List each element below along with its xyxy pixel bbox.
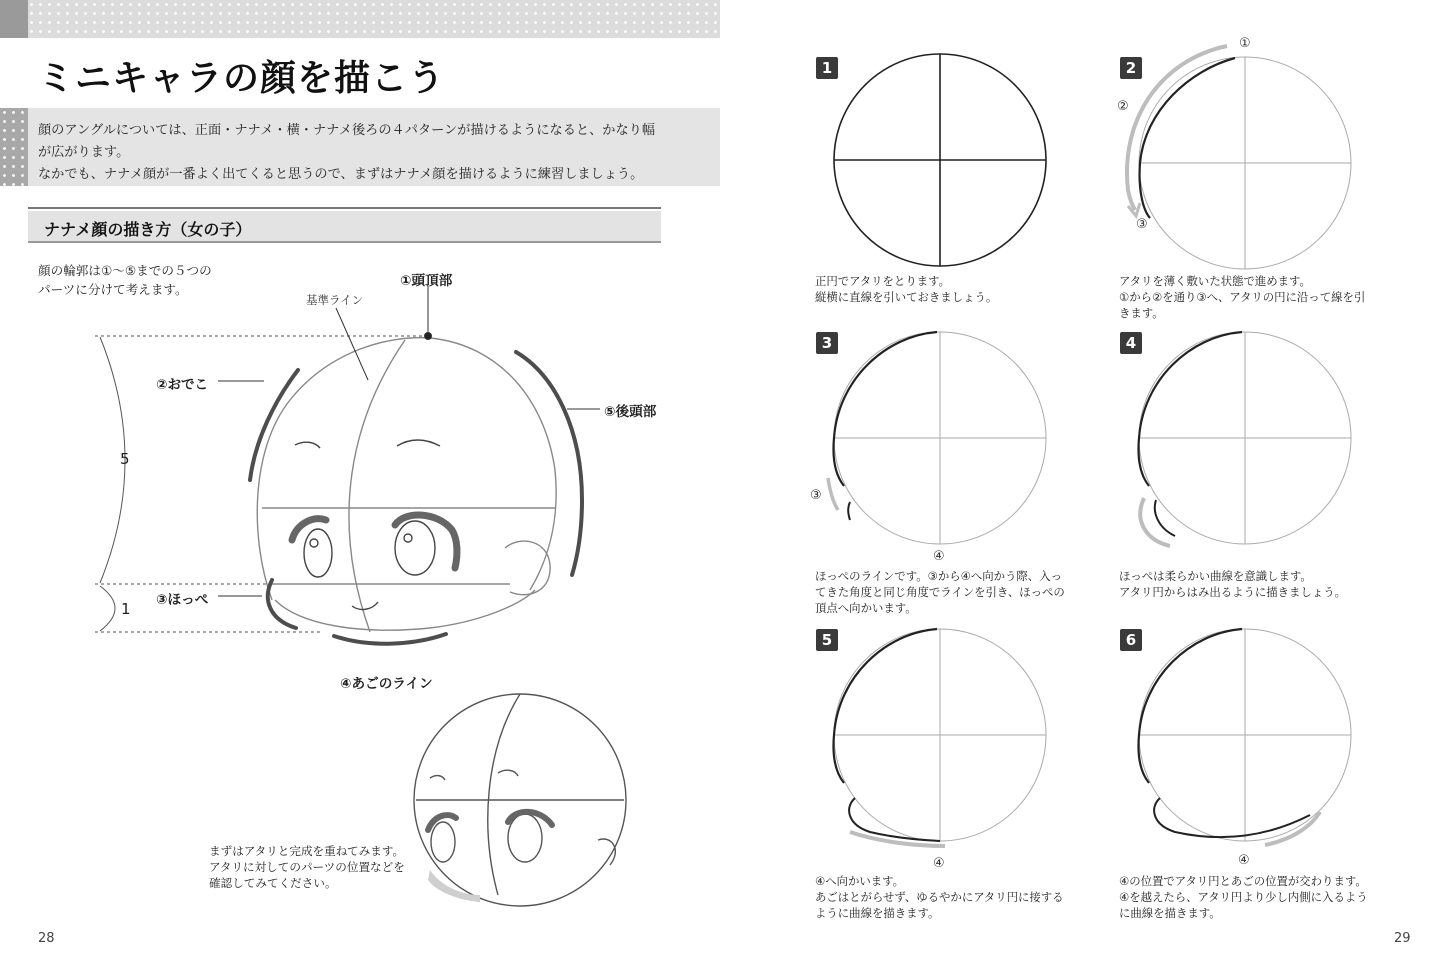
note-line: まずはアタリと完成を重ねてみます。: [209, 844, 405, 858]
steps-illustration: [720, 0, 1445, 978]
caption-line: アタリ円からはみ出るように描きましょう。: [1119, 585, 1347, 599]
step-3-marker-3: ③: [810, 488, 822, 503]
cheek-contour: [268, 580, 296, 628]
step-1-circle: [834, 54, 1046, 266]
step-5-caption: [815, 873, 1064, 921]
step-2-circle: [1139, 57, 1351, 269]
caption-line: 頂点へ向かいます。: [815, 601, 917, 615]
right-eye: [395, 521, 435, 575]
label-guide: 基準ライン: [306, 293, 364, 307]
step-2-stroke: [1140, 58, 1235, 218]
caption-line: に曲線を描きます。: [1119, 906, 1221, 920]
caption-line: てきた角度と同じ角度でラインを引き、ほっぺの: [815, 585, 1065, 599]
caption-line: きます。: [1119, 306, 1164, 320]
intro-line: なかでも、ナナメ顔が一番よく出てくると思うので、まずはナナメ顔を描けるように練習しましょう。: [38, 167, 644, 182]
right-brow: [397, 440, 440, 446]
step-2-marker-1: ①: [1239, 36, 1251, 51]
step-4-circle: [1139, 332, 1351, 544]
ratio-1: 1: [121, 600, 131, 618]
guide-leader: [336, 308, 368, 380]
step-3-arrow: [828, 478, 838, 510]
caption-line: ほっぺのラインです。③から④へ向かう際、入っ: [815, 569, 1062, 583]
step-1-badge: 1: [816, 57, 838, 79]
vertical-guide: [349, 340, 405, 632]
label-jaw: ④あごのライン: [340, 676, 433, 692]
caption-line: ①から②を通り③へ、アタリの円に沿って線を引: [1119, 290, 1366, 304]
overlay-note: [209, 843, 405, 891]
step-3-circle: [834, 332, 1046, 544]
step-3-stroke: [833, 332, 937, 486]
step-6-caption: [1119, 873, 1368, 921]
caption-line: アタリを薄く敷いた状態で進めます。: [1119, 274, 1311, 288]
jaw-sketch: [275, 590, 535, 630]
mouth: [352, 602, 378, 609]
intro-line: が広がります。: [38, 145, 130, 160]
step-5-circle: [834, 629, 1046, 841]
label-forehead: ②おでこ: [156, 377, 209, 393]
caption-line: ④へ向かいます。: [815, 874, 905, 888]
intro-line: 顔のアングルについては、正面・ナナメ・横・ナナメ後ろの４パターンが描けるようになると、かなり幅: [38, 123, 656, 138]
step-2-badge: 2: [1120, 57, 1142, 79]
step-4-stroke: [1138, 332, 1242, 486]
left-eye: [304, 529, 332, 577]
caption-line: ④を越えたら、アタリ円より少し内側に入るよう: [1119, 890, 1368, 904]
step-6-stroke: [1138, 629, 1242, 783]
head-outline: [257, 338, 556, 600]
note-line: 確認してみてください。: [209, 876, 337, 890]
note-line: アタリに対してのパーツの位置などを: [209, 860, 405, 874]
left-brow: [295, 442, 320, 448]
step-3-caption: [815, 568, 1065, 616]
right-lashes: [395, 515, 457, 568]
step-5-badge: 5: [816, 629, 838, 651]
step-6-marker-4: ④: [1238, 853, 1250, 868]
step-1-caption: [815, 273, 997, 305]
step-5-marker-4: ④: [933, 856, 945, 871]
caption-line: ④の位置でアタリ円とあごの位置が交わります。: [1119, 874, 1367, 888]
step-2-marker-2: ②: [1117, 99, 1129, 114]
explain-line: パーツに分けて考えます。: [38, 282, 188, 297]
step-2-marker-3: ③: [1136, 217, 1148, 232]
caption-line: あごはとがらせず、ゆるやかにアタリ円に接する: [815, 890, 1064, 904]
ratio-5: 5: [120, 450, 130, 468]
page-title: ミニキャラの顔を描こう: [38, 58, 446, 99]
caption-line: ように曲線を描きます。: [815, 906, 940, 920]
page-number-left: 28: [38, 931, 55, 946]
step-3-badge: 3: [816, 332, 838, 354]
jaw-contour: [334, 634, 446, 644]
caption-line: 縦横に直線を引いておきましょう。: [815, 290, 998, 304]
caption-line: ほっぺは柔らかい曲線を意識します。: [1119, 569, 1312, 583]
step-5-stroke: [833, 629, 937, 783]
step-6-badge: 6: [1120, 629, 1142, 651]
label-top: ①頭頂部: [400, 273, 453, 289]
step-3-marker-4: ④: [933, 549, 945, 564]
step-6-circle: [1139, 629, 1351, 841]
ratio-brace-1: [100, 586, 115, 631]
section-subtitle: ナナメ顔の描き方（女の子）: [44, 220, 252, 239]
step-2-caption: [1119, 273, 1365, 321]
step-4-caption: [1119, 568, 1346, 600]
page-number-right: 29: [1394, 931, 1411, 946]
caption-line: 正円でアタリをとります。: [815, 274, 950, 288]
step-5-arrow: [850, 832, 945, 846]
label-back: ⑤後頭部: [604, 404, 657, 420]
step-4-badge: 4: [1120, 332, 1142, 354]
ear: [505, 541, 550, 595]
explain-line: 顔の輪郭は①〜⑤までの５つの: [38, 263, 212, 278]
label-cheek: ③ほっぺ: [156, 592, 209, 608]
overlay-face-sketch: [400, 690, 640, 910]
